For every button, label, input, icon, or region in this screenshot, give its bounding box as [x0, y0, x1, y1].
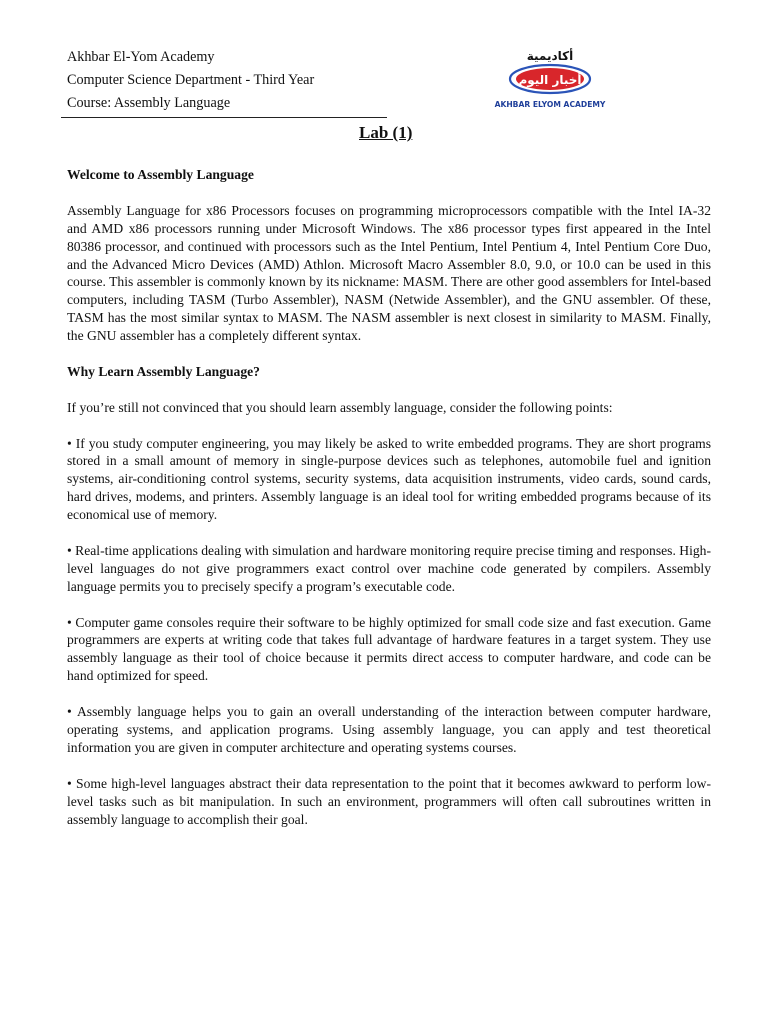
- lab-title: Lab (1): [359, 123, 413, 142]
- bullet-real-time-apps: • Real-time applications dealing with simulation and hardware monitoring require precise timing and responses. High-level languages do not give programmers exact control over machine code generated by compilers. Assembly language permits you to precisely specify a program’s executable code.: [67, 542, 711, 594]
- document-header: [67, 46, 314, 115]
- course-line: Course: Assembly Language: [67, 95, 231, 111]
- bullet-low-level-tasks: • Some high-level languages abstract their data representation to the point that it becomes awkward to perform low-level tasks such as bit manipulation. In such an environment, programmers will often call subroutines written in assembly language to accomplish their goal.: [67, 775, 711, 827]
- paragraph-intro: Assembly Language for x86 Processors focuses on programming microprocessors compatible with the Intel IA-32 and AMD x86 processors running under Microsoft Windows. The x86 processor types first appeared in the Intel 80386 processor, and continued with processors such as the Intel Pentium, Intel Pentium 4, Intel Pentium Core Duo, and the Advanced Micro Devices (AMD) Athlon. Microsoft Macro Assembler 8.0, 9.0, or 10.0 can be used in this course. This assembler is commonly known by its nickname: MASM. There are other good assemblers for Intel-based computers, including TASM (Turbo Assembler), NASM (Netwide Assembler), and the GNU assembler. Of these, TASM has the most similar syntax to MASM. The NASM assembler is next closest in similarity to MASM. Finally, the GNU assembler has a completely different syntax.: [67, 202, 711, 344]
- paragraph-lead-in: If you’re still not convinced that you should learn assembly language, consider the following points:: [67, 399, 613, 415]
- bullet-overall-understanding: • Assembly language helps you to gain an overall understanding of the interaction between computer hardware, operating systems, and application programs. Using assembly language, you can apply and test theoretical information you are given in computer architecture and operating systems courses.: [67, 704, 711, 755]
- academy-name: Akhbar El-Yom Academy: [67, 49, 215, 65]
- bullet-embedded-programs: • If you study computer engineering, you may likely be asked to write embedded programs. They are short programs stored in a small amount of memory in single-purpose devices such as telephones, automobile fuel and ignition systems, air-conditioning control systems, security systems, data acquisition instruments, video cards, sound cards, hard drives, modems, and printers. Assembly language is an ideal tool for writing embedded programs because of its economical use of memory.: [67, 435, 711, 523]
- academy-logo: [494, 46, 606, 112]
- logo-english-text: AKHBAR ELYOM ACADEMY: [494, 100, 606, 109]
- section-heading-welcome: Welcome to Assembly Language: [67, 167, 254, 182]
- document-body: [67, 166, 711, 846]
- department-line: Computer Science Department - Third Year: [67, 72, 315, 88]
- bullet-game-consoles: • Computer game consoles require their software to be highly optimized for small code size and fast execution. Game programmers are experts at writing code that takes full advantage of hardware features in a target system. They use assembly language as their tool of choice because it permits direct access to computer hardware, and code can be hand optimized for speed.: [67, 614, 711, 684]
- logo-arabic-academy: أكاديمية: [526, 49, 574, 63]
- header-divider: [61, 117, 387, 118]
- section-heading-why-learn: Why Learn Assembly Language?: [67, 363, 260, 379]
- logo-arabic-brand: أخبار اليوم: [518, 73, 582, 87]
